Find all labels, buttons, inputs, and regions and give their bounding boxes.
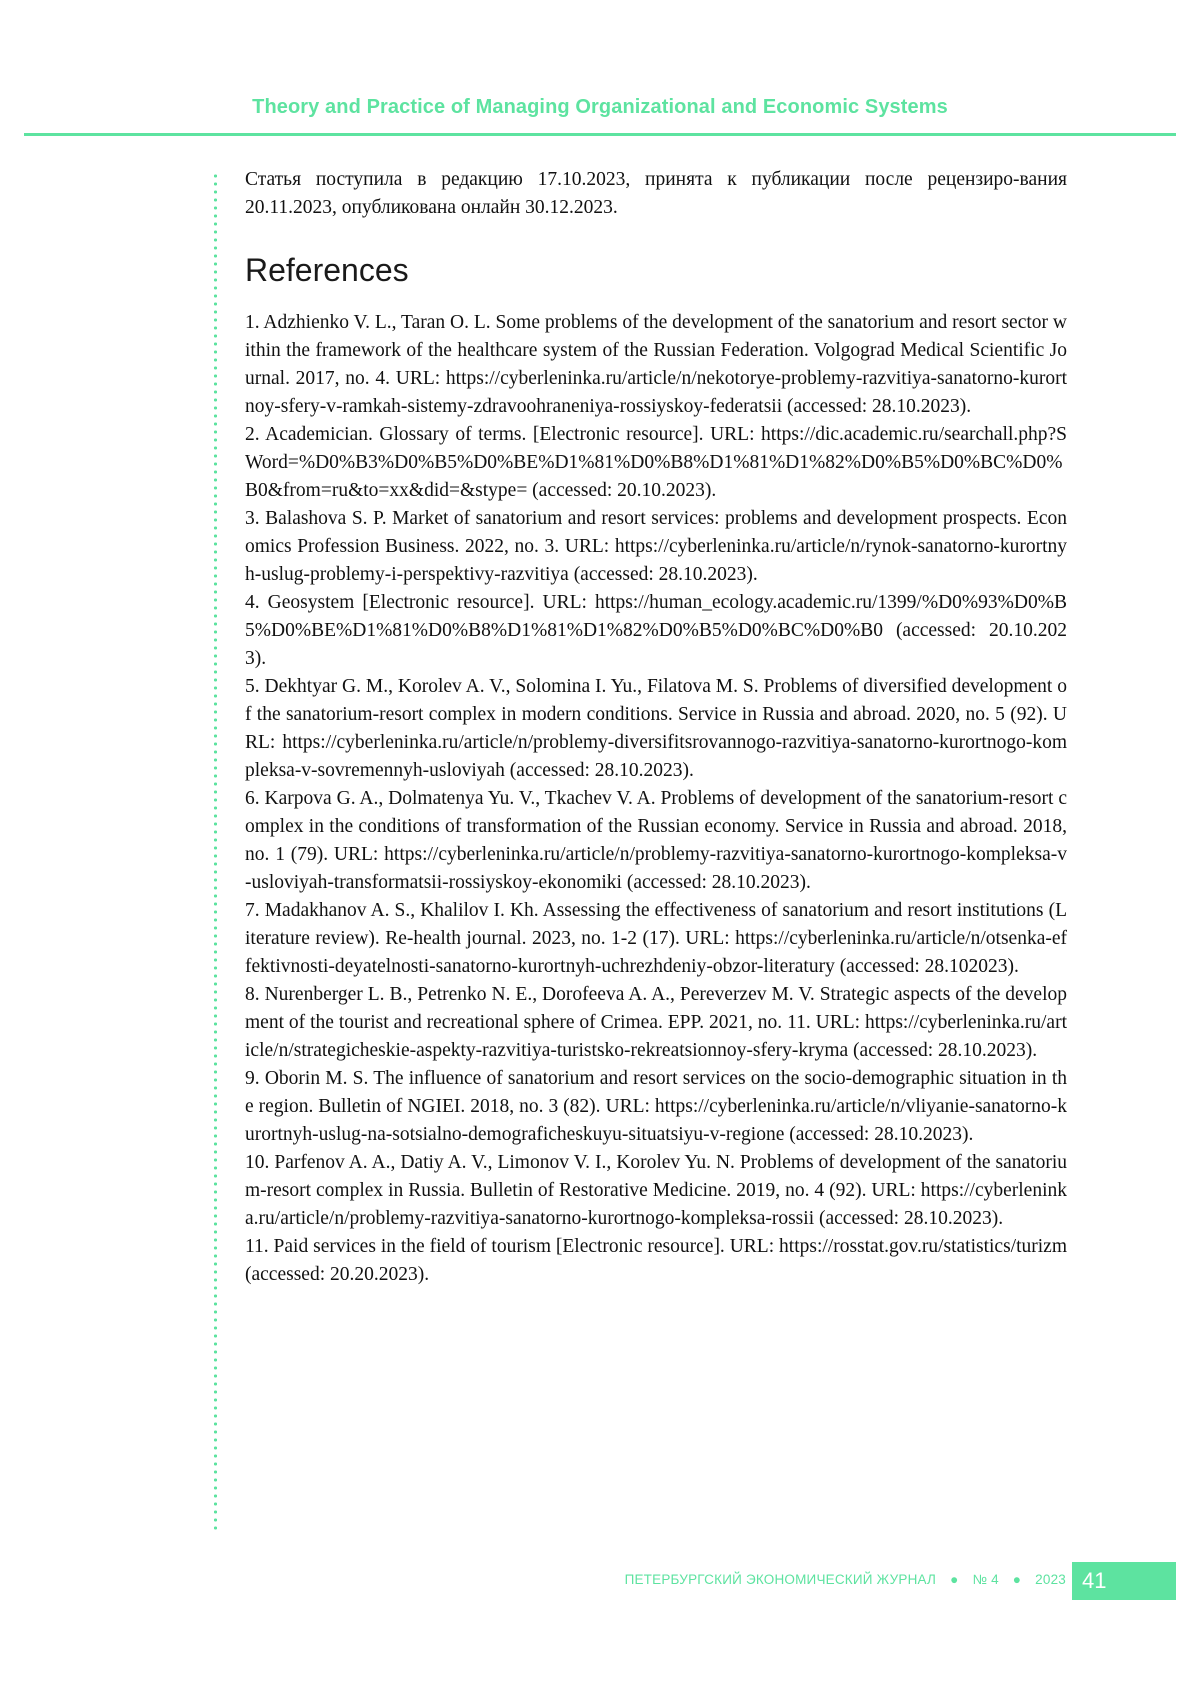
reference-item: 2. Academician. Glossary of terms. [Electronic resource]. URL: https://dic.academic.ru/searchall.php?SWord=%D0%B3%D0%B5%D0%BE%D1%81%D0%B8%D1%81%D1%82%D0%B5%D0%BC%D0%B0&from=ru&to=xx&did=&stype= (accessed: 20.10.2023).	[245, 424, 1067, 501]
page-number-badge	[1072, 1562, 1176, 1600]
reference-item: 10. Parfenov A. A., Datiy A. V., Limonov V. I., Korolev Yu. N. Problems of development of the sanatorium-resort complex in Russia. Bulletin of Restorative Medicine. 2019, no. 4 (92). URL: https://cyberleninka.ru/article/n/problemy-razvitiya-sanatorno-kurortnogo-kompleksa-rossii (accessed: 28.10.2023).	[245, 1152, 1067, 1229]
submission-note: Статья поступила в редакцию 17.10.2023, принята к публикации после рецензиро-вания 20.11.2023, опубликована онлайн 30.12.2023.	[245, 169, 1067, 218]
reference-item: 6. Karpova G. A., Dolmatenya Yu. V., Tkachev V. A. Problems of development of the sanatorium-resort complex in the conditions of transformation of the Russian economy. Service in Russia and abroad. 2018, no. 1 (79). URL: https://cyberleninka.ru/article/n/problemy-razvitiya-sanatorno-kurortnogo-kompleksa-v-usloviyah-transformatsii-rossiyskoy-ekonomiki (accessed: 28.10.2023).	[245, 788, 1067, 893]
footer-issue: № 4	[972, 1572, 999, 1587]
running-footer	[625, 1572, 1066, 1587]
reference-item: 9. Oborin M. S. The influence of sanatorium and resort services on the socio-demographic situation in the region. Bulletin of NGIEI. 2018, no. 3 (82). URL: https://cyberleninka.ru/article/n/vliyanie-sanatorno-kurortnyh-uslug-na-sotsialno-demograficheskuyu-situatsiyu-v-regione (accessed: 28.10.2023).	[245, 1068, 1067, 1145]
footer-separator-dot: ●	[950, 1572, 959, 1587]
reference-item: 1. Adzhienko V. L., Taran O. L. Some problems of the development of the sanatorium and resort sector within the framework of the healthcare system of the Russian Federation. Volgograd Medical Scientific Journal. 2017, no. 4. URL: https://cyberleninka.ru/article/n/nekotorye-problemy-razvitiya-sanatorno-kurortnoy-sfery-v-ramkah-sistemy-zdravoohraneniya-rossiyskoy-federatsii (accessed: 28.10.2023).	[245, 312, 1067, 417]
footer-journal-name: ПЕТЕРБУРГСКИЙ ЭКОНОМИЧЕСКИЙ ЖУРНАЛ	[624, 1572, 937, 1587]
reference-item: 5. Dekhtyar G. M., Korolev A. V., Solomina I. Yu., Filatova M. S. Problems of diversified development of the sanatorium-resort complex in modern conditions. Service in Russia and abroad. 2020, no. 5 (92). URL: https://cyberleninka.ru/article/n/problemy-diversifitsrovannogo-razvitiya-sanatorno-kurortnogo-kompleksa-v-sovremennyh-usloviyah (accessed: 28.10.2023).	[245, 676, 1067, 781]
reference-item: 8. Nurenberger L. B., Petrenko N. E., Dorofeeva A. A., Pereverzev M. V. Strategic aspects of the development of the tourist and recreational sphere of Crimea. EPP. 2021, no. 11. URL: https://cyberleninka.ru/article/n/strategicheskie-aspekty-razvitiya-turistsko-rekreatsionnoy-sfery-kryma (accessed: 28.10.2023).	[245, 984, 1067, 1061]
references-list	[245, 309, 1067, 1289]
footer-year: 2023	[1035, 1572, 1066, 1587]
article-body	[245, 166, 1067, 1289]
reference-item: 3. Balashova S. P. Market of sanatorium and resort services: problems and development prospects. Economics Profession Business. 2022, no. 3. URL: https://cyberleninka.ru/article/n/rynok-sanatorno-kurortnyh-uslug-problemy-i-perspektivy-razvitiya (accessed: 28.10.2023).	[245, 508, 1067, 585]
reference-item: 7. Madakhanov A. S., Khalilov I. Kh. Assessing the effectiveness of sanatorium and resort institutions (Literature review). Re-health journal. 2023, no. 1-2 (17). URL: https://cyberleninka.ru/article/n/otsenka-effektivnosti-deyatelnosti-sanatorno-kurortnyh-uchrezhdeniy-obzor-literatury (accessed: 28.102023).	[245, 900, 1067, 977]
reference-item: 11. Paid services in the field of tourism [Electronic resource]. URL: https://rosstat.gov.ru/statistics/turizm (accessed: 20.20.2023).	[245, 1236, 1067, 1285]
reference-item: 4. Geosystem [Electronic resource]. URL: https://human_ecology.academic.ru/1399/%D0%93%D0%B5%D0%BE%D1%81%D0%B8%D1%81%D1%82%D0%B5%D0%BC%D0%B0 (accessed: 20.10.2023).	[245, 592, 1067, 669]
margin-dotted-line	[214, 172, 217, 1530]
page-number: 41	[1082, 1568, 1107, 1593]
header-divider	[24, 133, 1176, 136]
references-heading: References	[245, 252, 409, 288]
footer-separator-dot: ●	[1012, 1572, 1022, 1587]
running-header-title: Theory and Practice of Managing Organizational and Economic Systems	[252, 96, 948, 118]
